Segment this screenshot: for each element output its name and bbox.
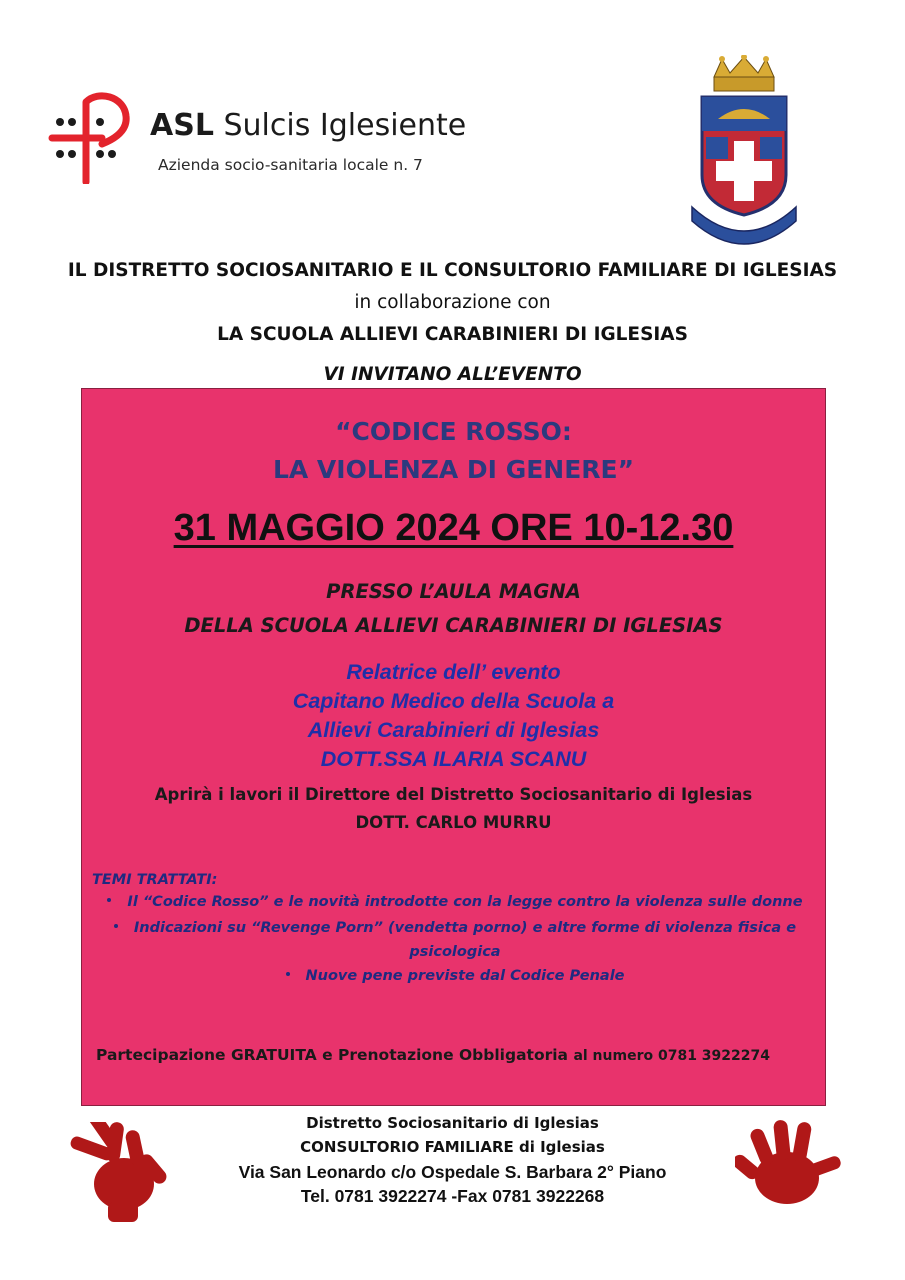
partner-line: LA SCUOLA ALLIEVI CARABINIERI DI IGLESIAS	[217, 324, 688, 345]
footer-line1: Distretto Sociosanitario di Iglesias	[306, 1114, 599, 1132]
speaker-line1: Relatrice dell’ evento	[346, 660, 561, 684]
footer-address: Via San Leonardo c/o Ospedale S. Barbara 2° Piano	[238, 1162, 667, 1182]
red-hand-icon	[62, 1122, 172, 1222]
event-title-line2: LA VIOLENZA DI GENERE”	[272, 455, 635, 484]
asl-brand: ASL Sulcis Iglesiente	[150, 108, 467, 143]
event-title-line1: “CODICE ROSSO:	[335, 417, 572, 446]
event-datetime: 31 MAGGIO 2024 ORE 10-12.30	[173, 507, 734, 549]
bullet-icon	[114, 924, 118, 928]
topic-item: Il “Codice Rosso” e le novità introdotte con la legge contro la violenza sulle donne	[100, 894, 810, 910]
topic-item-continuation: psicologica	[409, 944, 501, 960]
event-location-line2: DELLA SCUOLA ALLIEVI CARABINIERI DI IGLESIAS	[184, 614, 723, 637]
speaker-line2: Capitano Medico della Scuola a	[292, 689, 615, 713]
topic-item: Nuove pene previste dal Codice Penale	[100, 968, 810, 984]
carabinieri-crest-icon	[688, 55, 800, 245]
opening-line1: Aprirà i lavori il Direttore del Distretto Sociosanitario di Iglesias	[154, 785, 753, 804]
bullet-icon	[107, 898, 111, 902]
topics-label: TEMI TRATTATI:	[92, 872, 218, 888]
collaboration-line: in collaborazione con	[354, 292, 551, 313]
asl-subtitle: Azienda socio-sanitaria locale n. 7	[158, 156, 423, 174]
asl-logo-icon	[46, 92, 136, 184]
bullet-icon	[286, 972, 290, 976]
opening-director: DOTT. CARLO MURRU	[355, 813, 552, 832]
footer-line2: CONSULTORIO FAMILIARE di Iglesias	[300, 1138, 605, 1156]
speaker-name: DOTT.SSA ILARIA SCANU	[320, 747, 587, 771]
topic-item: Indicazioni su “Revenge Porn” (vendetta porno) e altre forme di violenza fisica e	[100, 920, 810, 936]
organizer-line: IL DISTRETTO SOCIOSANITARIO E IL CONSULTORIO FAMILIARE DI IGLESIAS	[67, 260, 838, 281]
speaker-line3: Allievi Carabinieri di Iglesias	[307, 718, 600, 742]
footer-phone: Tel. 0781 3922274 -Fax 0781 3922268	[300, 1186, 605, 1206]
participation-note: Partecipazione GRATUITA e Prenotazione Obbligatoria al numero 0781 3922274	[96, 1046, 770, 1064]
event-location-line1: PRESSO L’AULA MAGNA	[326, 580, 581, 603]
invitation-line: VI INVITANO ALL’EVENTO	[323, 364, 582, 385]
red-hand-icon	[735, 1120, 845, 1212]
